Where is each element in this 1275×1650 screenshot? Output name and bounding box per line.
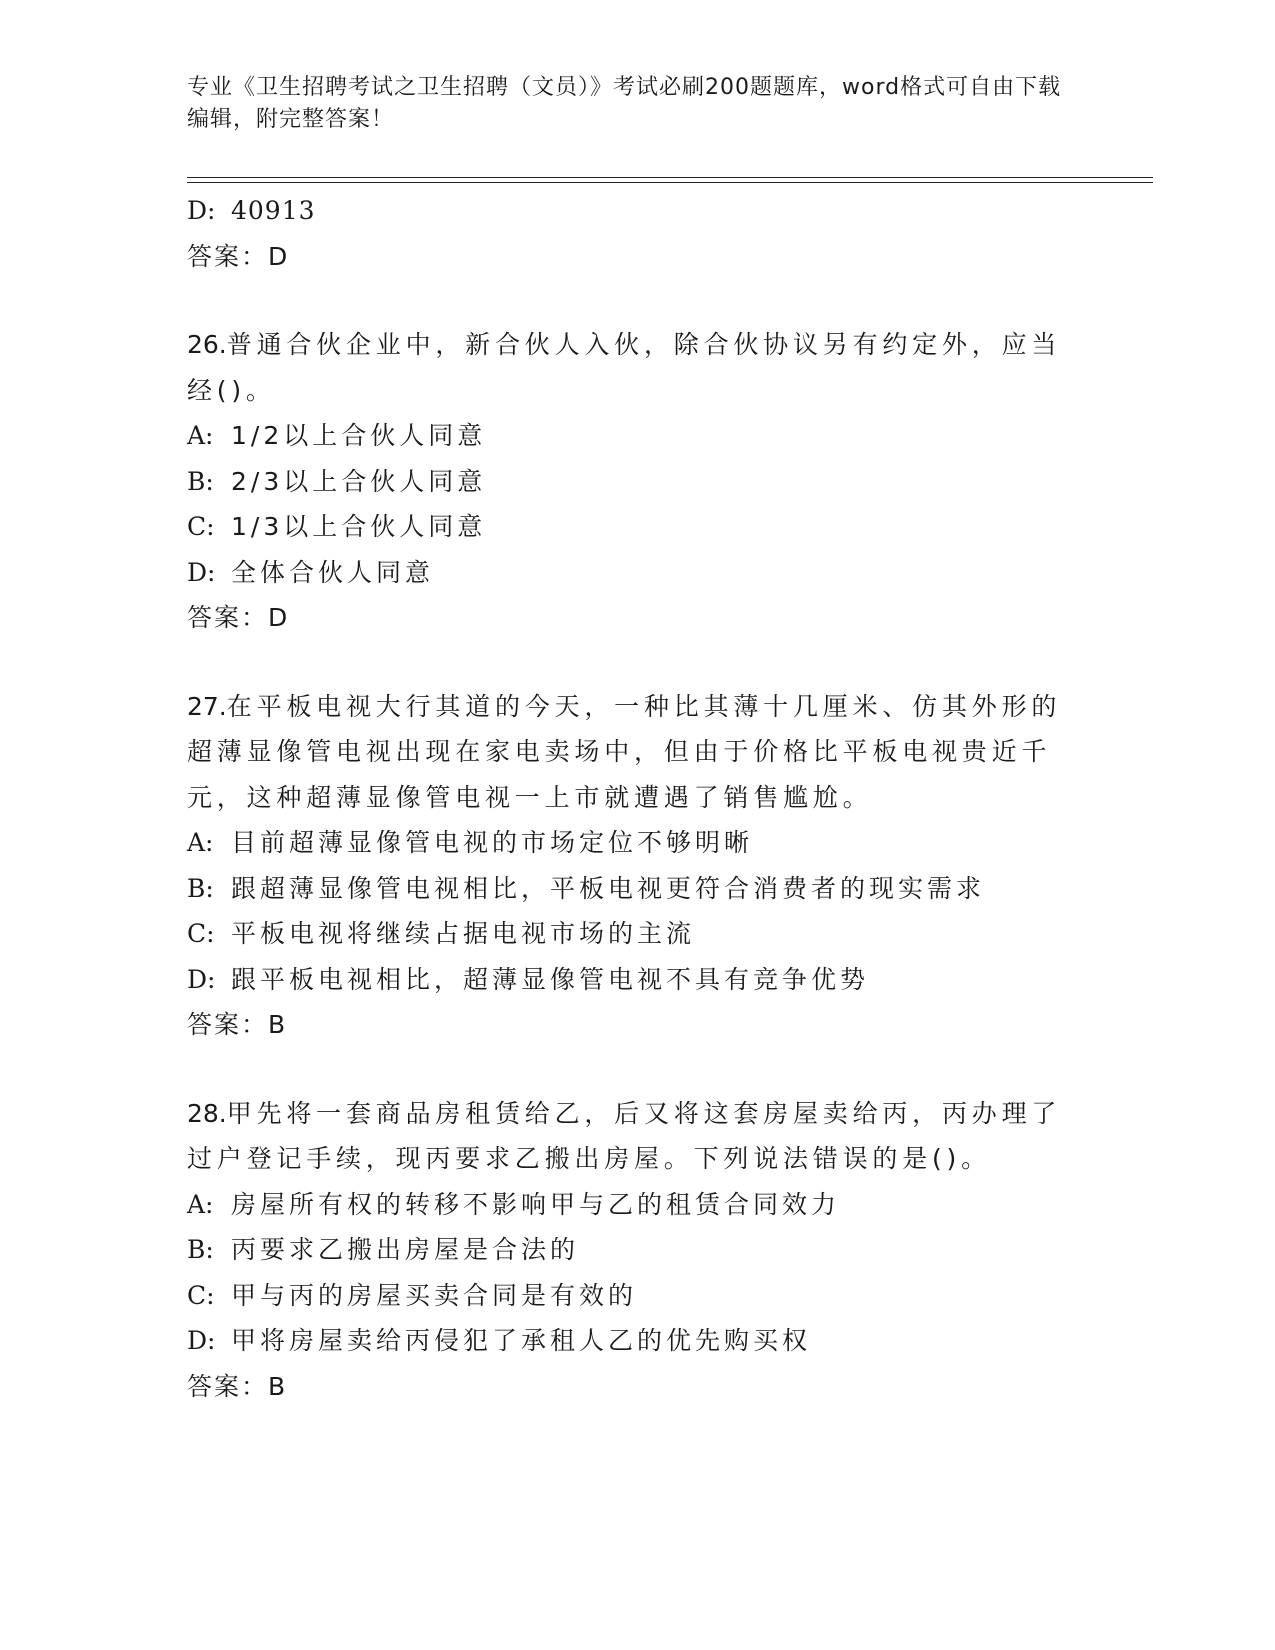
option-text: 丙要求乙搬出房屋是合法的 xyxy=(231,1235,580,1264)
option-text: 甲与丙的房屋买卖合同是有效的 xyxy=(231,1280,638,1310)
option-letter: D: xyxy=(187,196,216,225)
answer-line: 答案：D xyxy=(187,241,290,271)
question-stem: 普通合伙企业中，新合伙人入伙，除合伙协议另有约定外，应当经()。 xyxy=(187,330,1062,405)
question-27 xyxy=(187,684,1087,1048)
option-d xyxy=(187,957,1087,1003)
document-header: 专业《卫生招聘考试之卫生招聘（文员）》考试必刷200题题库，word格式可自由下载编辑，附完整答案！ xyxy=(187,75,1062,132)
option-letter: D: xyxy=(187,557,216,587)
option-text: 40913 xyxy=(231,196,316,225)
option-text: 2/3以上合伙人同意 xyxy=(231,466,487,496)
option-a xyxy=(187,820,1087,866)
option-b xyxy=(187,866,1087,912)
question-28 xyxy=(187,1091,1087,1410)
option-d xyxy=(187,188,1087,234)
option-letter: A: xyxy=(187,828,214,857)
option-text: 全体合伙人同意 xyxy=(231,557,435,587)
answer-line: 答案：D xyxy=(187,603,290,632)
option-a xyxy=(187,1182,1087,1228)
option-text: 跟超薄显像管电视相比，平板电视更符合消费者的现实需求 xyxy=(231,873,986,903)
question-number: 28. xyxy=(187,1098,227,1128)
option-d xyxy=(187,550,1087,596)
option-c xyxy=(187,1273,1087,1319)
option-text: 房屋所有权的转移不影响甲与乙的租赁合同效力 xyxy=(231,1189,841,1219)
option-text: 目前超薄显像管电视的市场定位不够明晰 xyxy=(231,828,754,857)
option-letter: A: xyxy=(187,421,214,450)
option-text: 平板电视将继续占据电视市场的主流 xyxy=(231,919,696,948)
option-text: 跟平板电视相比，超薄显像管电视不具有竞争优势 xyxy=(231,964,870,994)
answer-line: 答案：B xyxy=(187,1371,288,1401)
option-letter: D: xyxy=(187,1326,216,1355)
header-divider-top xyxy=(187,177,1153,178)
option-text: 1/2以上合伙人同意 xyxy=(231,421,487,450)
option-a xyxy=(187,413,1087,459)
question-26 xyxy=(187,322,1087,641)
option-d xyxy=(187,1318,1087,1364)
option-letter: A: xyxy=(187,1189,214,1219)
option-letter: B: xyxy=(187,873,214,903)
option-text: 甲将房屋卖给丙侵犯了承租人乙的优先购买权 xyxy=(231,1326,812,1355)
option-b xyxy=(187,1227,1087,1273)
question-number: 26. xyxy=(187,330,227,359)
option-letter: B: xyxy=(187,466,214,496)
option-letter: C: xyxy=(187,919,215,948)
question-stem: 在平板电视大行其道的今天，一种比其薄十几厘米、仿其外形的超薄显像管电视出现在家电卖场中，但由于价格比平板电视贵近千元，这种超薄显像管电视一上市就遭遇了销售尴尬。 xyxy=(187,691,1062,812)
question-stem: 甲先将一套商品房租赁给乙，后又将这套房屋卖给丙，丙办理了过户登记手续，现丙要求乙搬出房屋。下列说法错误的是()。 xyxy=(187,1098,1062,1173)
header-divider-bottom xyxy=(187,182,1153,183)
question-text xyxy=(187,684,1067,821)
question-text xyxy=(187,1091,1067,1182)
option-letter: C: xyxy=(187,512,215,541)
option-c xyxy=(187,504,1087,550)
option-text: 1/3以上合伙人同意 xyxy=(231,512,487,541)
option-letter: B: xyxy=(187,1235,214,1264)
answer-line: 答案：B xyxy=(187,1010,288,1039)
option-letter: D: xyxy=(187,964,216,994)
question-number: 27. xyxy=(187,691,227,721)
option-b xyxy=(187,459,1087,505)
document-body xyxy=(187,188,1087,1409)
option-letter: C: xyxy=(187,1280,215,1310)
option-c xyxy=(187,911,1087,957)
question-text xyxy=(187,322,1067,413)
